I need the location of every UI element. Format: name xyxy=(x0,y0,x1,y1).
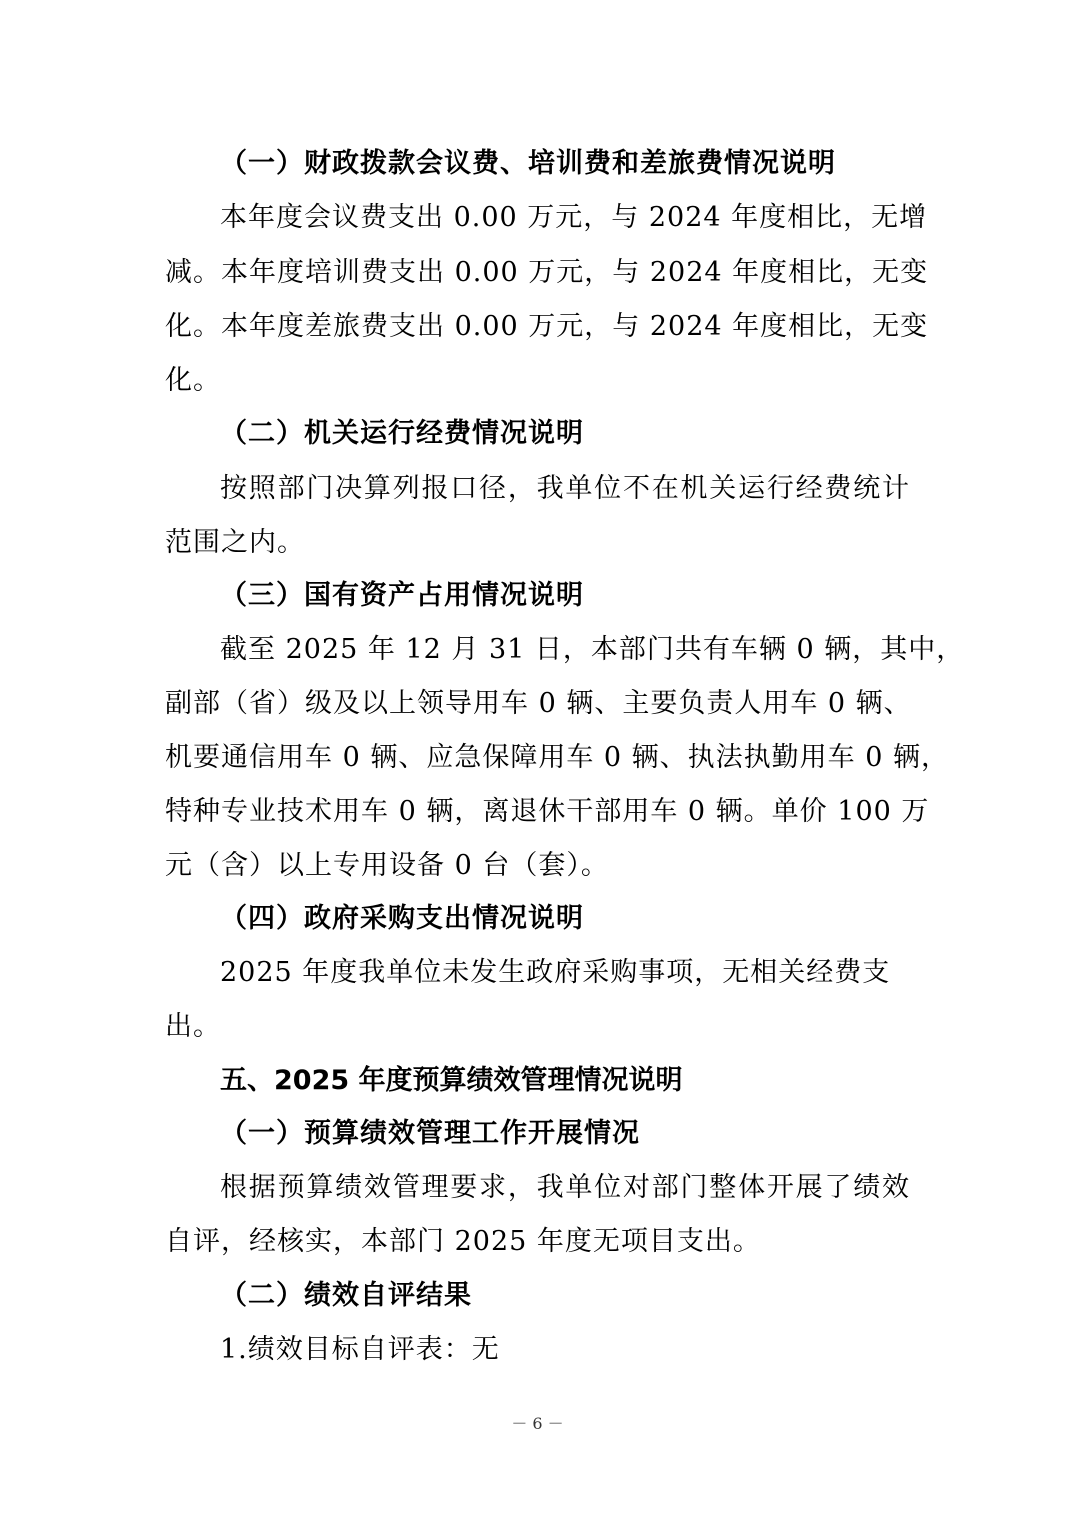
paragraph-line: 本年度会议费支出 0.00 万元，与 2024 年度相比，无增 xyxy=(220,202,928,233)
section-heading-government-procurement: （四）政府采购支出情况说明 xyxy=(220,903,584,934)
section-heading-performance-management: （一）预算绩效管理工作开展情况 xyxy=(220,1118,640,1149)
paragraph-line: 按照部门决算列报口径，我单位不在机关运行经费统计 xyxy=(220,473,910,504)
part-title-budget-performance: 五、2025 年度预算绩效管理情况说明 xyxy=(220,1065,683,1096)
page-number: － 6 － xyxy=(511,1414,564,1433)
section-heading-operating-costs: （二）机关运行经费情况说明 xyxy=(220,418,584,449)
paragraph-line: 元（含）以上专用设备 0 台（套）。 xyxy=(165,850,609,881)
paragraph-line: 2025 年度我单位未发生政府采购事项，无相关经费支 xyxy=(220,957,891,988)
paragraph-line: 化。本年度差旅费支出 0.00 万元，与 2024 年度相比，无变 xyxy=(165,311,929,342)
paragraph-line: 根据预算绩效管理要求，我单位对部门整体开展了绩效 xyxy=(220,1172,910,1203)
section-heading-self-evaluation-results: （二）绩效自评结果 xyxy=(220,1280,472,1311)
section-heading-state-assets: （三）国有资产占用情况说明 xyxy=(220,580,584,611)
paragraph-line: 副部（省）级及以上领导用车 0 辆、主要负责人用车 0 辆、 xyxy=(165,688,912,719)
paragraph-line: 机要通信用车 0 辆、应急保障用车 0 辆、执法执勤用车 0 辆， xyxy=(165,742,950,773)
paragraph-line: 1.绩效目标自评表：无 xyxy=(220,1334,500,1365)
paragraph-line: 出。 xyxy=(165,1011,221,1042)
paragraph-line: 自评，经核实，本部门 2025 年度无项目支出。 xyxy=(165,1226,761,1257)
paragraph-line: 特种专业技术用车 0 辆，离退休干部用车 0 辆。单价 100 万 xyxy=(165,796,930,827)
paragraph-line: 截至 2025 年 12 月 31 日，本部门共有车辆 0 辆，其中， xyxy=(220,634,965,665)
paragraph-line: 减。本年度培训费支出 0.00 万元，与 2024 年度相比，无变 xyxy=(165,257,929,288)
paragraph-line: 化。 xyxy=(165,365,221,396)
paragraph-line: 范围之内。 xyxy=(165,527,305,558)
section-heading-meeting-training-travel: （一）财政拨款会议费、培训费和差旅费情况说明 xyxy=(220,148,836,179)
